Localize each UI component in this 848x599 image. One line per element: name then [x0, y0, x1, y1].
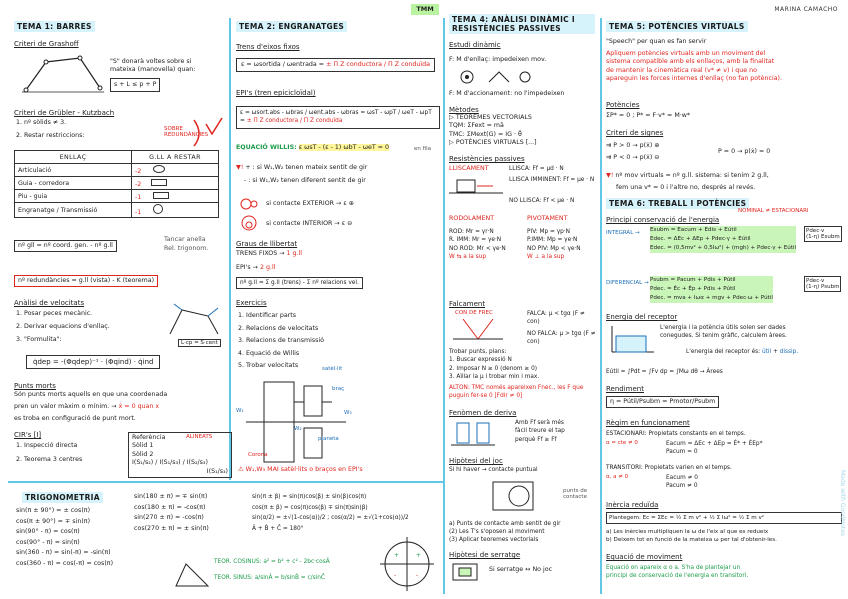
graus-fixed	[236, 250, 302, 258]
list-item: a) Les inèrcies multipliquen la ω de l'eix al que es redueix	[606, 529, 769, 535]
trig-relation-note: Rel. trigonom.	[164, 245, 209, 252]
trig-col-3	[252, 492, 409, 534]
w3-label: W₃	[344, 410, 352, 416]
trig-identity: sin(90° - π) = cos(π)	[16, 528, 80, 535]
grubler-heading: Criteri de Grübler - Kutzbach	[14, 109, 115, 117]
tren-fix-ratio: ε = ωsortida / ωentrada	[241, 61, 317, 68]
deriva-text	[515, 419, 565, 444]
trig-identity: Â + B̂ + Ĉ = 180°	[252, 525, 304, 532]
receptor-heading: Energia del receptor	[606, 313, 678, 321]
virtual-movements-note-2: fem una v* = 0 i l'altre no, després al revés.	[616, 184, 756, 191]
table-row	[15, 190, 219, 203]
cir-box	[128, 432, 232, 478]
speech-line: Apliquem potències virtuals amb un moviment del	[606, 50, 766, 57]
list-item: ▷ POTÈNCIES VIRTUALS [...]	[449, 139, 537, 147]
receptor-text	[660, 324, 840, 340]
list-item: NO PIV: Mp < γe·N	[527, 245, 581, 252]
signes-zero: P = 0 → p(ẋ) = 0	[718, 148, 771, 155]
estacionari-eqs	[666, 440, 762, 457]
sliding-block-icon	[449, 176, 505, 206]
equacio-text	[606, 564, 836, 581]
deriva-line: perquè Ff ≥ Ff	[515, 436, 557, 443]
velocity-diagram	[164, 300, 224, 340]
epi-ratio-mid: = ωsT - ωpT / ωeT - ωpT	[360, 110, 432, 116]
differential-eq: Pdec. = mva + Iωα + mgv + Pdec·ω + Pútil	[650, 295, 773, 301]
friction-cone-label: CON DE FREC	[455, 310, 493, 316]
w2-label: W₂	[294, 426, 302, 432]
hipotesi-list	[449, 520, 560, 544]
watermark: Made with GoodNotes	[839, 470, 846, 537]
side-eq: Pdec·v	[806, 278, 825, 284]
receptor-line: L'energia i la potència útils solen ser dades	[660, 325, 786, 331]
hipotesi-heading: Hipòtesi del joc	[449, 457, 503, 465]
speech-heading: "Speech" per quan es fan servir	[606, 38, 707, 45]
list-item: 1. Identificar parts	[238, 312, 297, 319]
svg-text:-: -	[394, 572, 397, 579]
receptor-eq-label: L'energia del receptor és:	[686, 349, 761, 355]
epi-warning-text: W₁,W₃ MAI satèl·lits o braços en EPI's	[245, 466, 363, 473]
list-item: ROD: Mr = γr·N	[449, 229, 494, 235]
pivotament-label: PIVOTAMENT	[527, 215, 568, 222]
epi-gears: ± Π Z conductora / Π Z conduïda	[246, 118, 343, 125]
no-lliscament: NO LLISCA: Ff < μe · N	[509, 198, 575, 204]
tema1-column	[14, 14, 228, 475]
contact-points-label: punts de contacte	[563, 488, 588, 500]
grashof-text	[110, 58, 226, 92]
list-item: TMC: ΣMext(G) = IG · θ̈	[449, 130, 522, 138]
receptor-eq: L'energia del receptor és: útil + dissip.	[686, 349, 799, 355]
unit-circle-icon	[378, 535, 436, 593]
grashof-linkage-diagram	[18, 54, 108, 94]
power-graph-icon	[608, 324, 656, 354]
table-cell: -1	[135, 193, 142, 201]
inercia-heading: Inèrcia reduïda	[606, 501, 659, 509]
potencies-eq: ΣP* = 0 ; P* = F·v* = M·w*	[606, 112, 691, 119]
planet-label: planeta	[318, 436, 339, 442]
gl-formula: nº gll = nº coord. gen. - nº g.ll	[14, 240, 117, 252]
graus-epis-value: 2 g.ll	[259, 264, 276, 271]
table-cell: Articulació	[15, 164, 132, 177]
trig-identity: sin(180 ± π) = ∓ sin(π)	[134, 493, 208, 500]
transitori-text: TRANSITORI: Propietats varien en el temps.	[606, 465, 732, 471]
estacionari-eq: Eacum = ΔEc + ΔEp = Ė* + ĖEp*	[666, 441, 763, 447]
deriva-line: Amb Ff serà més	[515, 420, 564, 426]
tema6-title: TEMA 6: TREBALL I POTÈNCIES	[606, 198, 749, 209]
trig-col-1	[16, 506, 113, 569]
deriva-cap-icon	[451, 419, 497, 449]
speech-line: de mantenir la cinemàtica real (v* ≠ v) i que no	[606, 66, 757, 74]
sine-theorem-text: TEOR. SINUS: a/sinÂ = b/sinB̂ = c/sinĈ	[214, 575, 325, 581]
trig-col-2	[134, 492, 209, 534]
tema4-title: TEMA 4: ANÀLISI DINÀMIC I RESISTÈNCIES PASSIVES	[449, 14, 595, 34]
integral-eq: Edec. = (0,5mv² + 0,5Iω²) + (mgh) + Pdec·γ + Eútil	[650, 245, 797, 251]
speech-red-text	[606, 50, 840, 84]
tema4-column	[449, 14, 599, 573]
differential-equations	[650, 276, 773, 303]
table-cell: Piu - guia	[15, 190, 132, 203]
graus-epis-label: EPI's →	[236, 264, 258, 271]
list-item: 1. Buscar expressió N	[449, 357, 512, 364]
epi-ratio: ε = ωsort.abs - ωbras / ωent.abs - ωbras	[240, 110, 359, 116]
table-header: G.LL A RESTAR	[132, 151, 219, 164]
gear-contact-icon	[238, 196, 260, 232]
metodes-heading: Mètodes	[449, 106, 479, 114]
equacio-line: Equació on apareix α o a. S'ha de plantejar un	[606, 565, 741, 571]
side-box	[804, 276, 841, 292]
punt-mort-line: es troba en configuració de punt mort.	[14, 415, 136, 422]
eutil-eq: Eútil = ∫Pdt = ∫Fv dp = ∫Mω dθ → Àrees	[606, 369, 723, 375]
list-item: a) Punts de contacte amb sentit de gir	[449, 521, 561, 527]
velocitats-heading: Anàlisi de velocitats	[14, 299, 85, 307]
integral-eq: Esubm = Eacum + Edis + Eútil	[650, 226, 796, 235]
table-cell: Guia - corredora	[15, 177, 132, 190]
red-bracket-icon	[190, 116, 226, 150]
table-cell: -1	[135, 209, 142, 216]
punt-mort-condition: ẋ = 0 quan x	[118, 403, 160, 410]
willis-sign-text: + : si W₁,W₂ tenen mateix sentit de gir	[245, 164, 368, 171]
transitori-eq: Pacum ≠ 0	[666, 483, 698, 490]
grubler-step-1: 1. nº sòlids ≠ 3.	[16, 119, 67, 126]
side-box	[804, 226, 842, 242]
willis-sign-negative: - : si W₁,W₂ tenen diferent sentit de gir	[244, 177, 366, 184]
potencies-heading: Potències	[606, 101, 640, 109]
sine-theorem	[214, 574, 325, 582]
integral-label: INTEGRAL →	[606, 230, 640, 236]
table-cell: -2	[135, 180, 142, 188]
cir-box-line: Sòlid 2	[132, 450, 154, 458]
velocity-lab-formula: L·cp = S·cent	[178, 339, 221, 347]
list-item: 5. Trobar velocitats	[238, 362, 299, 369]
joc-diagram	[489, 476, 559, 516]
side-eq: (1-η) Psubm	[806, 284, 840, 290]
lliscament-imm: LLISCA IMMINENT: Ff = μe · N	[509, 177, 595, 183]
trig-identity: cos(270 ± π) = ± sin(π)	[134, 524, 209, 532]
redundancies-formula: nº redundàncies = g.ll (vista) - K (teorema)	[14, 275, 158, 287]
signes-positive: ⇉ P > 0 → p(ẋ) ⊕	[606, 142, 660, 149]
table-row	[15, 164, 219, 177]
gear-icon	[153, 204, 163, 214]
trig-identity: cos(π ± β) = cos(π)cos(β) ∓ sin(π)sin(β)	[252, 504, 368, 511]
graus-heading: Graus de llibertat	[236, 240, 298, 248]
receptor-util: útil	[761, 349, 772, 355]
rodolament-label: RODOLAMENT	[449, 215, 495, 222]
table-row	[15, 203, 219, 218]
svg-text:+: +	[416, 552, 422, 559]
pivotament-sign: W ⊥ a la sup	[527, 254, 565, 261]
grashof-text-2: mateixa (manovella) quan:	[110, 66, 196, 74]
equacio-line: principi de conservació de l'energia en transitori.	[606, 573, 749, 580]
list-item: P.IMM: Mp = γe·N	[527, 237, 578, 244]
cir-equation: I(S₁/s₃)	[206, 467, 228, 475]
constraints-table	[14, 150, 219, 218]
tema1-title: TEMA 1: BARRES	[14, 21, 95, 32]
deriva-heading: Fenòmen de deriva	[449, 409, 517, 417]
column-separator	[229, 18, 231, 480]
tren-fix-equation: ε = ωsortida / ωentrada = ± Π Z conductora / Π Z conduïda	[236, 58, 435, 72]
aligned-note: ALINEATS	[186, 434, 213, 440]
velocitats-step: 3. "Formulita":	[16, 336, 62, 343]
falcament-heading: Falcament	[449, 300, 486, 308]
exercicis-heading: Exercicis	[236, 299, 267, 307]
inercia-eq: Plantegem: Ec = ΣEc = ½ Σ m v² + ½ Σ Iω² = ½ Σ m v²	[606, 512, 842, 524]
list-item: TQM: ΣFext = mā	[449, 122, 504, 130]
hipotesi-line: Si hi haver → contacte puntual	[449, 467, 538, 473]
epi-heading: EPI's (tren epicicloïdal)	[236, 89, 316, 97]
table-cell: Engranatge / Transmissió	[15, 203, 132, 218]
metodes-list	[449, 114, 537, 148]
list-item: (3) Aplicar teoremes vectorials	[449, 537, 539, 543]
lliscament-label: LLISCAMENT	[449, 165, 489, 172]
estudi-heading: Estudi dinàmic	[449, 41, 501, 49]
svg-text:+: +	[394, 552, 400, 559]
list-item: 2. Relacions de velocitats	[238, 324, 319, 332]
list-item: PIV: Mp = γp·N	[527, 229, 571, 235]
corona-label: Corona	[248, 452, 268, 458]
joint-icon	[153, 165, 165, 173]
list-item: 4. Equació de Willis	[238, 349, 300, 357]
mechanism-icon	[459, 68, 539, 86]
list-item: ▷ TEOREMES VECTORIALS	[449, 114, 532, 121]
alpha-const: α = cte ≠ 0	[606, 440, 638, 446]
trig-identity: sin(π ± 90°) = ± cos(π)	[16, 507, 91, 514]
signes-negative: ⇉ P < 0 → p(ẋ) ⊖	[606, 154, 660, 161]
equacio-heading: Equació de moviment	[606, 553, 683, 561]
serratge-icon	[449, 560, 483, 584]
transitori-eq: Eacum ≠ 0	[666, 475, 698, 481]
lliscament-eq: LLISCA: Ff = μd · N	[509, 166, 564, 172]
cosine-theorem	[214, 558, 330, 566]
author-name: MARINA CAMACHO	[774, 6, 838, 13]
list-item: R. IMM: Mr = γe·N	[449, 237, 502, 244]
trig-identity: cos(π ± 90°) = ∓ sin(π)	[16, 517, 91, 525]
falcament-alert: ALTON: TMC només apareixen Fnec., les F que puguin fer-se 0 [Fdir ≠ 0]	[449, 385, 584, 399]
differential-eq: Pdec. = Ėc + Ėp + Pdis + Pútil	[650, 285, 773, 294]
virtual-movements-text: nº mov virtuals = nº g.ll. sistema: si tenim 2 g.ll,	[615, 172, 769, 179]
trig-identity: cos(360 - π) = cos(-π) = cos(π)	[16, 559, 114, 567]
trig-identity: sin(270 ± π) = -cos(π)	[134, 514, 204, 521]
willis-equation	[236, 144, 389, 152]
willis-formula: ε ωsT - (ε - 1) ωbT - ωeT = 0	[298, 144, 390, 151]
grashof-formula: s + L ≤ p + P	[110, 78, 160, 92]
tema5-title: TEMA 5: POTÈNCIES VIRTUALS	[606, 21, 748, 32]
willis-exterior: si contacte EXTERIOR → ε ⊕	[266, 200, 355, 207]
integral-equations	[650, 226, 796, 253]
graus-epis	[236, 264, 275, 272]
list-item: Trobar punts, plans:	[449, 349, 507, 355]
signes-heading: Criteri de signes	[606, 129, 664, 137]
epi-equation: ε = ωsort.abs - ωbras / ωent.abs - ωbras = ωsT - ωpT / ωeT - ωpT = ± Π Z conductora / Π Z conduïda	[236, 106, 440, 129]
velocitats-step: 2. Derivar equacions d'enllaç.	[16, 323, 110, 330]
nominal-tag: NOMINAL ≠ ESTACIONARI	[738, 208, 809, 214]
speech-line: sistema compatible amb els enllaços, amb la finalitat	[606, 58, 775, 66]
integral-eq: Edec. = ΔEc + ΔEp + Pdec·γ + Eútil	[650, 235, 796, 244]
header-badge: TMM	[411, 4, 439, 15]
regim-heading: Règim en funcionament	[606, 419, 690, 427]
falcament-steps	[449, 348, 539, 382]
grashof-heading: Criteri de Grashoff	[14, 40, 79, 48]
punt-mort-line: Són punts morts aquells en que una coordenada	[14, 391, 168, 398]
graus-fixed-value: 1 g.ll	[286, 250, 303, 257]
closing-ring-note: Tancar anella	[164, 236, 206, 243]
svg-text:-: -	[416, 572, 419, 579]
cir-item: 1. Inspecció directa	[16, 442, 78, 449]
pivotament-list	[527, 228, 581, 262]
falca-condition: FALCA: μ < tgα (F ≠ con)	[527, 311, 585, 326]
pin-guide-icon	[153, 192, 169, 199]
tema2-column	[236, 14, 441, 473]
grubler-step-2: 2. Restar restriccions:	[16, 132, 85, 139]
column-separator	[600, 18, 602, 594]
resistencies-heading: Resistències passives	[449, 155, 525, 163]
column-separator	[443, 18, 445, 594]
alpha-var: α, a ≠ 0	[606, 474, 629, 480]
rendiment-eq: η = Pútil/Psubm = Pmotor/Psubm	[606, 396, 719, 408]
table-cell: -2	[135, 168, 142, 175]
estacionari-text: ESTACIONARI: Propietats constants en el temps.	[606, 431, 746, 437]
horizontal-separator	[8, 481, 443, 483]
side-eq: Pdec·v	[806, 228, 825, 234]
epi-warning: ⚠ W₁,W₃ MAI satèl·lits o braços en EPI's	[238, 466, 363, 473]
redundancy-note: SOBRE REDUNDÀNCIES	[164, 126, 209, 138]
willis-line-note: en fila	[414, 146, 431, 152]
table-header-row	[15, 151, 219, 164]
estudi-enllac: F: M d'enllaç: impedeixen mov.	[449, 56, 547, 63]
list-item: (2) Les T's s'oposen al moviment	[449, 529, 545, 535]
graus-fixed-label: TRENS FIXOS →	[236, 250, 285, 257]
cir-box-line: Referència	[132, 434, 166, 441]
w1-label: W₁	[236, 408, 244, 414]
principi-heading: Principi conservació de l'energia	[606, 216, 720, 224]
satellite-label: satèl·lit	[322, 366, 343, 372]
exercicis-list	[238, 310, 324, 373]
trig-title: TRIGONOMETRIA	[22, 492, 103, 503]
list-item: NO ROD: Mr < γe·N	[449, 245, 506, 252]
receptor-dis: dissip.	[779, 349, 799, 355]
punt-mort-text: pren un valor màxim o mínim.	[14, 403, 110, 410]
slider-icon	[151, 179, 167, 186]
cosine-theorem-text: TEOR. COSINUS: a² = b² + c² - 2bc·cosÂ	[214, 559, 330, 565]
trig-identity: sin(π ± β) = sin(π)cos(β) ± sin(β)cos(π)	[252, 494, 367, 500]
cir-equation: I(S₁/s₂) / I(S₁/s₃) / I(S₂/s₃)	[132, 459, 208, 467]
no-falca-condition: NO FALCA: μ > tgα (F ≠ con)	[527, 331, 596, 346]
tema2-title: TEMA 2: ENGRANATGES	[236, 21, 347, 32]
list-item: b) Deixem tot en funció de la mateixa ω per tal d'obtenir-les.	[606, 537, 777, 543]
punt-mort-line: pren un valor màxim o mínim. → ẋ = 0 quan x	[14, 403, 160, 410]
arm-label: braç	[332, 386, 345, 392]
table-header: ENLLAÇ	[15, 151, 132, 164]
list-item: 3. Aïllar la μ i trobar min i max.	[449, 374, 540, 381]
tren-fix-gears: ± Π Z conductora / Π Z conduïda	[326, 61, 431, 68]
list-item: 3. Relacions de transmissió	[238, 337, 325, 344]
cir-box-line: Sòlid 1	[132, 442, 154, 450]
willis-interior: si contacte INTERIOR → ε ⊖	[266, 220, 353, 227]
estacionari-eq: Pacum = 0	[666, 449, 698, 456]
estudi-accio: F: M d'accionament: no l'impedeixen	[449, 90, 565, 97]
tema5-6-column	[606, 14, 842, 580]
inercia-list	[606, 528, 836, 544]
side-eq: (1-η) Esubm	[806, 234, 840, 240]
list-item: 2. Imposar N ≥ 0 (denom ≥ 0)	[449, 365, 538, 372]
graus-formula: nº g.ll = Σ g.ll (trens) - Σ nº relacions vel.	[236, 277, 363, 289]
diferencial-label: DIFERENCIAL →	[606, 280, 649, 286]
velocity-formula: q̇dep = -(Φqdep)⁻¹ · (Φqind) · q̇ind	[26, 355, 160, 369]
serratge-heading: Hipòtesi de serratge	[449, 551, 521, 559]
rendiment-heading: Rendiment	[606, 385, 644, 393]
transitori-eqs	[666, 474, 698, 491]
tren-fix-heading: Trens d'eixos fixos	[236, 43, 300, 51]
cir-item: 2. Teorema 3 centres	[16, 456, 83, 463]
grashof-text-1: "S" donarà voltes sobre si	[110, 58, 192, 65]
speech-line: apareguin les forces internes d'enllaç (no fan potència).	[606, 75, 783, 83]
triangle-icon	[172, 560, 212, 590]
trig-identity: sin(α/2) = ±√(1-cos(α))/2 ; cos(α/2) = ±√(1+cos(α))/2	[252, 515, 409, 521]
serratge-text: Si serratge ↔ No joc	[489, 566, 553, 573]
willis-sign-positive: ▼! + : si W₁,W₂ tenen mateix sentit de gir	[236, 164, 368, 171]
punt-mort-heading: Punts morts	[14, 382, 56, 390]
deriva-line: fàcil treure el tap	[515, 428, 565, 435]
cir-heading: CIR's [I]	[14, 431, 42, 439]
virtual-movements-note: ▼! nº mov virtuals = nº g.ll. sistema: si tenim 2 g.ll,	[606, 172, 769, 179]
rodolament-sign: W ⇆ a la sup	[449, 254, 487, 261]
willis-label: EQUACIÓ WILLIS:	[236, 144, 297, 151]
trig-identity: sin(360 - π) = sin(-π) = -sin(π)	[16, 549, 111, 556]
table-row	[15, 177, 219, 190]
velocitats-step: 1. Posar peces mecànic.	[16, 310, 93, 317]
trig-identity: cos(180 ± π) = -cos(π)	[134, 503, 206, 511]
receptor-line: conegudes. Si tenim gràfic, calculem àrees.	[660, 333, 787, 339]
differential-eq: Psubm = Pacum + Pdis + Pútil	[650, 276, 773, 285]
rodolament-list	[449, 228, 506, 262]
friction-cone-icon	[453, 317, 503, 341]
trig-identity: cos(90° - π) = sin(π)	[16, 538, 80, 546]
